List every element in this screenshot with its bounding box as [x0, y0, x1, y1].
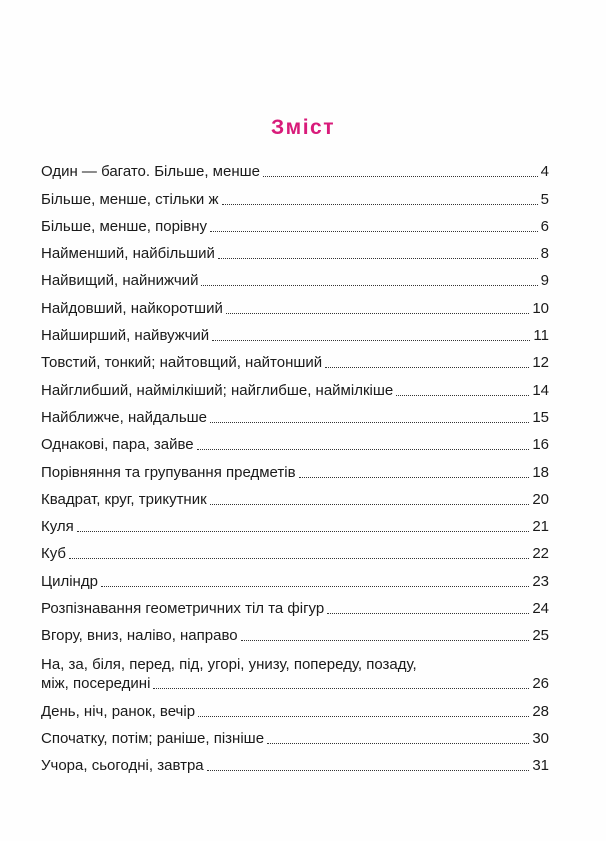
dot-leader: [207, 770, 530, 771]
toc-entry-text: Товстий, тонкий; найтовщий, найтонший: [41, 354, 323, 372]
toc-entry-page: 4: [540, 163, 549, 181]
dot-leader: [263, 176, 538, 177]
dot-leader: [198, 716, 529, 717]
toc-entry-line2: [41, 674, 549, 693]
dot-leader: [69, 558, 529, 559]
toc-entry-page: 25: [532, 627, 549, 645]
toc-entry-page: 9: [540, 272, 549, 290]
toc-entry-text: між, посередині: [41, 675, 151, 693]
toc-entry-text-line1: На, за, біля, перед, під, угорі, унизу, попереду, позаду,: [41, 656, 417, 674]
toc-entry-text: День, ніч, ранок, вечір: [41, 702, 196, 720]
toc-entry-text: Куля: [41, 518, 74, 536]
dot-leader: [101, 586, 529, 587]
toc-entry[interactable]: [41, 154, 549, 181]
table-of-contents: [41, 154, 549, 775]
toc-entry-page: 6: [540, 217, 549, 235]
toc-entry[interactable]: [41, 400, 549, 427]
toc-entry-text: Найглибший, наймілкіший; найглибше, наймілкіше: [41, 381, 394, 399]
dot-leader: [153, 688, 529, 689]
toc-entry[interactable]: [41, 721, 549, 748]
toc-entry[interactable]: [41, 536, 549, 563]
dot-leader: [201, 285, 537, 286]
dot-leader: [197, 449, 530, 450]
toc-entry-page: 20: [532, 490, 549, 508]
dot-leader: [267, 743, 529, 744]
toc-entry-page: 15: [532, 408, 549, 426]
toc-entry[interactable]: [41, 618, 549, 645]
toc-entry-text: Однакові, пара, зайве: [41, 436, 194, 454]
toc-entry-text: Більше, менше, порівну: [41, 217, 207, 235]
toc-entry[interactable]: [41, 263, 549, 290]
toc-entry[interactable]: [41, 454, 549, 481]
toc-entry[interactable]: [41, 345, 549, 372]
dot-leader: [327, 613, 529, 614]
toc-entry[interactable]: [41, 509, 549, 536]
toc-entry[interactable]: [41, 372, 549, 399]
dot-leader: [325, 367, 529, 368]
toc-entry-text: Порівняння та групування предметів: [41, 463, 296, 481]
dot-leader: [210, 504, 530, 505]
dot-leader: [241, 640, 530, 641]
toc-entry[interactable]: [41, 693, 549, 720]
toc-entry-text: Куб: [41, 545, 66, 563]
toc-entry-page: 26: [532, 675, 549, 693]
toc-entry[interactable]: [41, 236, 549, 263]
dot-leader: [396, 395, 529, 396]
dot-leader: [210, 231, 538, 232]
toc-entry-text: Спочатку, потім; раніше, пізніше: [41, 729, 265, 747]
toc-entry-text: Найдовший, найкоротший: [41, 299, 223, 317]
toc-entry[interactable]: [41, 645, 549, 693]
toc-entry[interactable]: [41, 181, 549, 208]
toc-entry-page: 24: [532, 600, 549, 618]
toc-entry-page: 23: [532, 572, 549, 590]
toc-entry-text: Найвищий, найнижчий: [41, 272, 199, 290]
toc-entry-page: 10: [532, 299, 549, 317]
dot-leader: [226, 313, 529, 314]
toc-entry[interactable]: [41, 427, 549, 454]
dot-leader: [212, 340, 530, 341]
dot-leader: [222, 204, 538, 205]
toc-entry-page: 8: [540, 245, 549, 263]
toc-entry-page: 30: [532, 729, 549, 747]
dot-leader: [218, 258, 538, 259]
toc-entry[interactable]: [41, 748, 549, 775]
toc-entry-text: Розпізнавання геометричних тіл та фігур: [41, 600, 325, 618]
toc-entry-text: Найменший, найбільший: [41, 245, 215, 263]
toc-entry-page: 11: [533, 327, 549, 345]
toc-entry-text: Більше, менше, стільки ж: [41, 190, 219, 208]
dot-leader: [299, 477, 530, 478]
toc-entry[interactable]: [41, 290, 549, 317]
toc-entry-text: Вгору, вниз, наліво, направо: [41, 627, 238, 645]
toc-entry-page: 12: [532, 354, 549, 372]
page-title: Зміст: [271, 116, 335, 139]
toc-entry[interactable]: [41, 563, 549, 590]
toc-entry-page: 22: [532, 545, 549, 563]
toc-entry-page: 5: [540, 190, 549, 208]
toc-entry[interactable]: [41, 318, 549, 345]
toc-entry-text: Один — багато. Більше, менше: [41, 163, 260, 181]
toc-entry[interactable]: [41, 591, 549, 618]
toc-entry-page: 31: [532, 757, 549, 775]
toc-entry-text: Найширший, найвужчий: [41, 327, 210, 345]
dot-leader: [77, 531, 530, 532]
toc-entry-page: 21: [532, 518, 549, 536]
dot-leader: [210, 422, 529, 423]
toc-entry-page: 28: [532, 702, 549, 720]
toc-entry[interactable]: [41, 209, 549, 236]
toc-entry-page: 16: [532, 436, 549, 454]
toc-entry[interactable]: [41, 482, 549, 509]
toc-entry-text: Найближче, найдальше: [41, 408, 208, 426]
toc-entry-page: 14: [532, 381, 549, 399]
toc-entry-page: 18: [532, 463, 549, 481]
toc-entry-text: Учора, сьогодні, завтра: [41, 757, 204, 775]
toc-entry-text: Квадрат, круг, трикутник: [41, 490, 207, 508]
toc-entry-text: Циліндр: [41, 572, 98, 590]
